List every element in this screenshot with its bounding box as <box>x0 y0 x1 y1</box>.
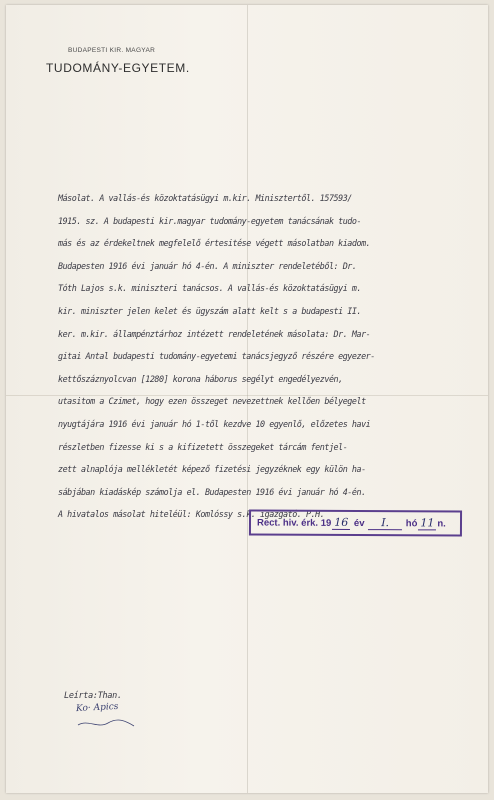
stamp-ev-label: év <box>353 517 365 529</box>
stamp-day: 11 <box>418 516 436 530</box>
body-line: utasitom a Czimet, hogy ezen összeget nevezettnek kellően bélyegelt <box>58 396 366 407</box>
stamp-ho-label: hó <box>405 517 418 529</box>
stamp-prefix: Rect. hiv. érk. 19 <box>256 516 332 529</box>
letterhead-title: TUDOMÁNY-EGYETEM. <box>46 61 190 75</box>
body-line: más és az érdekeltnek megfelelő értesitése végett másolatban kiadom. <box>58 238 371 249</box>
body-line: sábjában kiadáskép számolja el. Budapesten 1916 évi január hó 4-én. <box>58 486 366 497</box>
body-line: ker. m.kir. állampénztárhoz intézett rendeletének másolata: Dr. Mar- <box>58 328 371 339</box>
document-page <box>6 5 488 793</box>
typed-body <box>58 187 478 529</box>
body-line: részletben fizesse ki s a kifizetett összegeket tárcám fentjel- <box>58 441 348 452</box>
stamp-suffix: n. <box>437 517 446 529</box>
body-line: zett alnaplója mellékletét képező fizetési jegyzéknek egy külön ha- <box>58 464 366 475</box>
body-line: Tóth Lajos s.k. miniszteri tanácsos. A vallás-és közoktatásügyi m. <box>58 283 362 294</box>
body-line: 1915. sz. A budapesti kir.magyar tudomány-egyetem tanácsának tudo- <box>58 215 362 226</box>
body-line: kettőszáznyolcvan [1280] korona háborus segélyt engedélyezvén, <box>58 373 343 384</box>
body-line: gitai Antal budapesti tudomány-egyetemi tanácsjegyző részére egyezer- <box>58 351 375 362</box>
typed-by-note: Leírta:Than. <box>64 691 122 701</box>
received-stamp <box>249 509 462 536</box>
stamp-year: 16 <box>332 516 350 530</box>
signature-underline <box>76 717 136 731</box>
letterhead-institution: BUDAPESTI KIR. MAGYAR <box>68 47 156 54</box>
body-line: A hivatalos másolat hiteléül: Komlóssy s.k. igazgató. P.H. <box>58 509 325 520</box>
body-line: Budapesten 1916 évi január hó 4-én. A miniszter rendeletéből: Dr. <box>58 260 357 271</box>
stamp-month: I. <box>368 516 402 530</box>
handwritten-signature: Ko· Apics <box>75 701 119 715</box>
body-line: kir. miniszter jelen kelet és ügyszám alatt kelt s a budapesti II. <box>58 305 362 316</box>
body-line: nyugtájára 1916 évi január hó 1-től kezdve 10 egyenlő, előzetes havi <box>58 418 371 429</box>
body-line: Másolat. A vallás-és közoktatásügyi m.kir. Minisztertől. 157593/ <box>58 193 352 203</box>
